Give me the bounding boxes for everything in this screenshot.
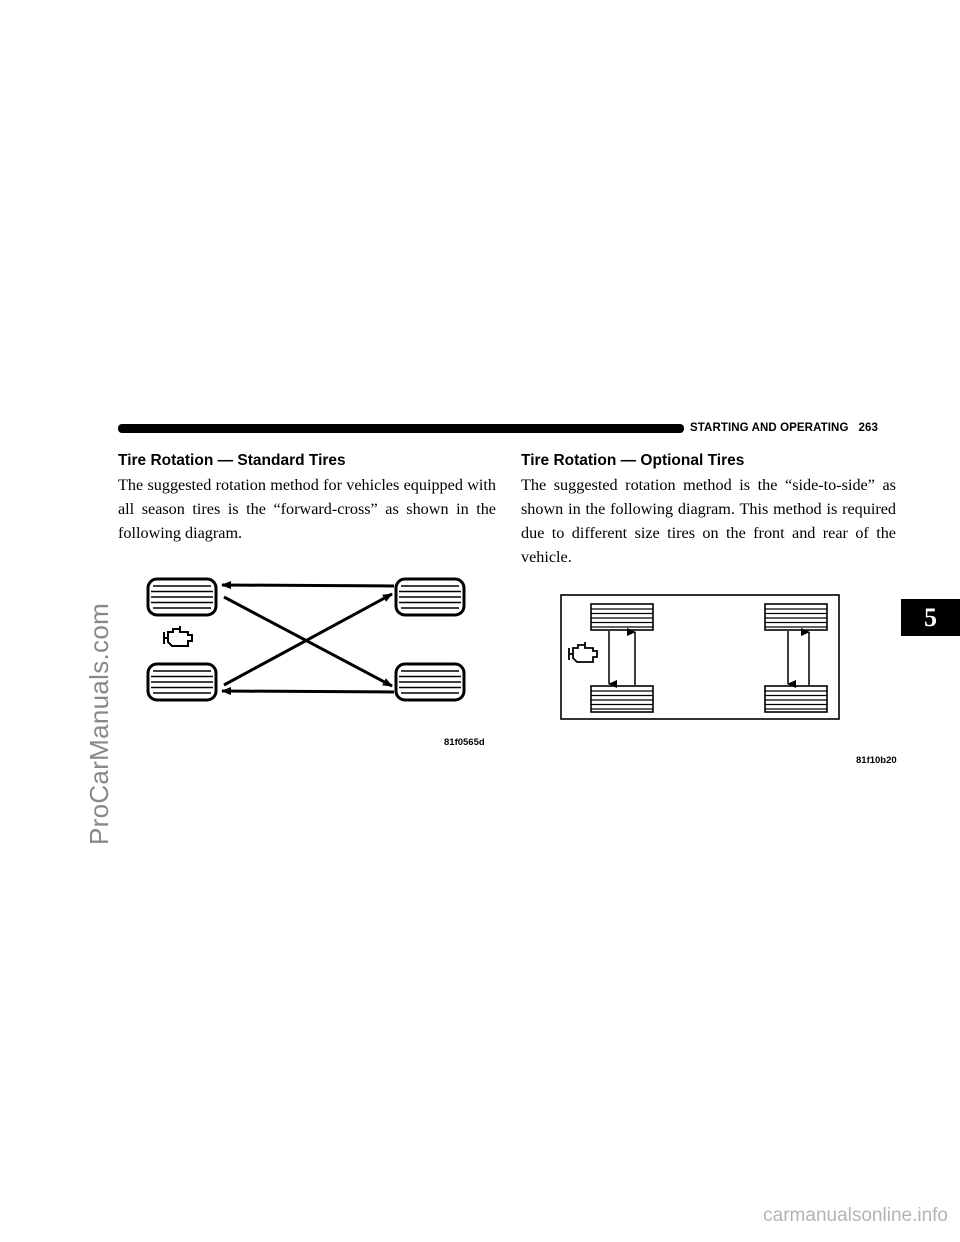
side-to-side-diagram	[561, 595, 841, 721]
tire-icon	[148, 664, 216, 700]
tire-icon	[765, 686, 827, 712]
tire-icon	[591, 604, 653, 630]
footer-watermark: carmanualsonline.info	[763, 1205, 948, 1226]
left-figure-code: 81f0565d	[444, 737, 485, 748]
left-heading: Tire Rotation — Standard Tires	[118, 452, 346, 469]
section-tab: 5	[901, 599, 960, 636]
right-figure-code: 81f10b20	[856, 755, 897, 766]
tire-icon	[765, 604, 827, 630]
tire-icon	[396, 579, 464, 615]
tire-icon	[396, 664, 464, 700]
running-header	[690, 422, 896, 434]
right-heading: Tire Rotation — Optional Tires	[521, 452, 745, 469]
arrow-icon	[222, 691, 394, 692]
tire-icon	[148, 579, 216, 615]
arrow-icon	[222, 585, 394, 586]
page-number: 263	[858, 422, 879, 434]
left-paragraph: The suggested rotation method for vehicles equipped with all season tires is the “forward-cross” as shown in the following diagram.	[118, 476, 496, 542]
forward-cross-diagram	[140, 570, 480, 710]
engine-icon	[164, 626, 192, 646]
side-watermark: ProCarManuals.com	[84, 602, 114, 845]
header-rule	[118, 424, 684, 433]
tire-icon	[591, 686, 653, 712]
section-title: STARTING AND OPERATING	[690, 422, 849, 434]
right-paragraph: The suggested rotation method is the “side-to-side” as shown in the following diagram. This method is required due to different size tires on the front and rear of the vehicle.	[521, 476, 896, 566]
